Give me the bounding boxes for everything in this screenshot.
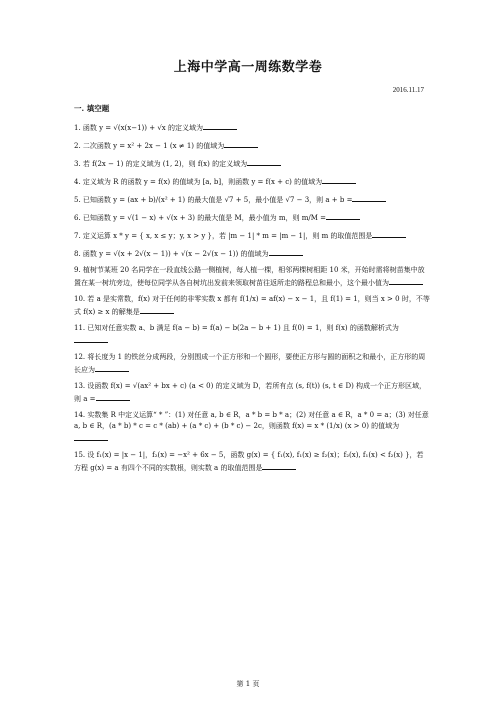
answer-blank[interactable] (262, 461, 296, 470)
problem-2: 2. 二次函数 y = x² + 2x − 1 (x ≠ 1) 的值域为 (74, 139, 430, 152)
problem-8: 8. 函数 y = √(x + 2√(x − 1)) + √(x − 2√(x − 1)) 的值域为 (74, 247, 430, 260)
exam-date: 2016.11.17 (392, 86, 424, 94)
answer-blank[interactable] (96, 392, 130, 401)
problem-12: 12. 将长度为 1 的铁丝分成两段，分别围成一个正方形和一个圆形，要使正方形与圆的面积之和最小，正方形的周长应为 (74, 353, 426, 374)
answer-blank[interactable] (74, 334, 108, 343)
answer-blank[interactable] (224, 139, 258, 148)
section-heading: 一. 填空题 (74, 104, 110, 113)
answer-blank[interactable] (352, 193, 386, 202)
answer-blank[interactable] (372, 229, 406, 238)
problem-list (74, 121, 430, 479)
problem-5: 5. 已知函数 y = (ax + b)/(x² + 1) 的最大值是 √7 + 5，最小值是 √7 − 3，则 a + b = (74, 193, 430, 206)
answer-blank[interactable] (322, 175, 356, 184)
problem-14: 14. 实数集 R 中定义运算“ * ”：(1) 对任意 a, b ∈ R，a * b = b * a；(2) 对任意 a ∈ R，a * 0 = a；(3) 对任意 a, b ∈ R，(a * b) * c = c * (ab) + (a * c) + (b * c) − 2c，则函数 f(x) = x * (1/x) (x > 0) 的值域为 (74, 410, 430, 445)
page-title: 上海中学高一周练数学卷 (173, 60, 323, 75)
problem-11: 11. 已知对任意实数 a、b 满足 f(a − b) = f(a) − b(2a − b + 1) 且 f(0) = 1，则 f(x) 的函数解析式为 (74, 323, 430, 347)
answer-blank[interactable] (326, 211, 360, 220)
answer-blank[interactable] (140, 305, 174, 314)
problem-6: 6. 已知函数 y = √(1 − x) + √(x + 3) 的最大值是 M，最小值为 m，则 m/M = (74, 211, 430, 224)
problem-15: 15. 设 f₁(x) = |x − 1|，f₂(x) = −x² + 6x − 5，函数 g(x) = { f₁(x), f₁(x) ≥ f₂(x)；f₂(x), f₁(x) < f₂(x) }，若方程 g(x) = a 有四个不同的实数根，则实数 a 的取值范围是 (74, 451, 424, 472)
answer-blank[interactable] (247, 157, 281, 166)
answer-blank[interactable] (74, 432, 108, 441)
problem-3: 3. 若 f(2x − 1) 的定义域为 (1, 2)，则 f(x) 的定义域为 (74, 157, 430, 170)
problem-13: 13. 设函数 f(x) = √(ax² + bx + c) (a < 0) 的定义域为 D，若所有点 (s, f(t)) (s, t ∈ D) 构成一个正方形区域，则 a = (74, 382, 427, 403)
answer-blank[interactable] (389, 276, 423, 285)
page-number: 第 1 页 (236, 680, 260, 688)
answer-blank[interactable] (269, 247, 303, 256)
answer-blank[interactable] (203, 121, 237, 130)
answer-blank[interactable] (95, 363, 129, 372)
problem-9: 9. 植树节某班 20 名同学在一段直线公路一侧植树，每人植一棵，相邻两棵树相距 10 米，开始时需将树苗集中放置在某一树坑旁边，使每位同学从各自树坑出发前来领取树苗往返所走的路程总和最小，这个最小值为 (74, 266, 425, 287)
problem-1: 1. 函数 y = √(x(x−1)) + √x 的定义域为 (74, 121, 430, 134)
problem-10: 10. 若 a 是实常数，f(x) 对于任何的非零实数 x 都有 f(1/x) = af(x) − x − 1，且 f(1) = 1，则当 x > 0 时，不等式 f(x) ≥ x 的解集是 (74, 295, 430, 316)
problem-4: 4. 定义域为 R 的函数 y = f(x) 的值域为 [a, b]，则函数 y = f(x + c) 的值域为 (74, 175, 430, 188)
problem-7: 7. 定义运算 x * y = { x, x ≤ y；y, x > y }，若 |m − 1| * m = |m − 1|，则 m 的取值范围是 (74, 229, 430, 242)
